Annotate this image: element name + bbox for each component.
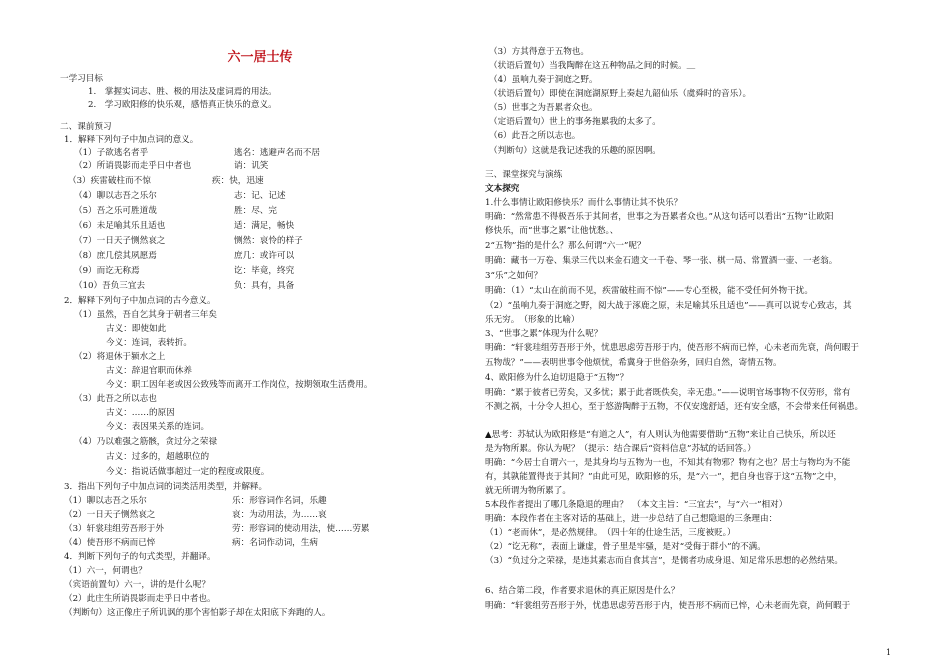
left-answer-text: 胜：尽、完 xyxy=(234,206,277,216)
left-answer-text: 病：名词作动词，生病 xyxy=(232,538,318,548)
left-answer-text: 恻然：哀怜的样子 xyxy=(234,236,303,246)
left-text-line: 1．解释下列句子中加点词的意义。 xyxy=(64,135,199,145)
left-text-line: （4）乃以难强之筋骸，贪过分之荣禄 xyxy=(74,437,217,447)
left-answer-text: 逃名：逃避声名而不居 xyxy=(234,148,320,158)
left-text-line: （2）所诮畏影而走乎日中者也 xyxy=(74,161,192,171)
left-text-line: （1）六一，何谓也？ xyxy=(64,566,147,576)
left-text-line: 2. 学习欧阳修的快乐观，感悟真正快乐的意义。 xyxy=(88,100,277,110)
left-text-line: 二、课前预习 xyxy=(60,122,112,132)
left-text-line: （10）吾负三宜去 xyxy=(74,281,146,291)
left-text-line: （判断句）这正像庄子所讥讽的那个害怕影子却在太阳底下奔跑的人。 xyxy=(64,608,331,618)
left-answer-text: 适：满足，畅快 xyxy=(234,221,295,231)
right-text-line: 明确：藏书一万卷、集录三代以来金石遗文一千卷、琴一张、棋一局、常置酒一壶、一老翁。 xyxy=(485,256,838,266)
left-text-line: （宾语前置句）六一，讲的是什么呢？ xyxy=(64,580,211,590)
left-text-line: （3）轩裳珪组劳吾形于外 xyxy=(64,524,164,534)
left-answer-text: 负：具有，具备 xyxy=(234,281,295,291)
left-text-line: （2）将退休于颍水之上 xyxy=(74,352,166,362)
right-text-line: 文本探究 xyxy=(485,184,520,194)
right-text-line: 明确：（1）“太山在前而不见，疾雷破柱而不惊”——专心至极，能不受任何外物干扰。 xyxy=(485,286,813,296)
right-text-line: （状语后置句）即使在洞庭湖原野上奏起九韶仙乐（虞舜时的音乐）。 xyxy=(489,89,752,99)
left-answer-text: 庶几：或许可以 xyxy=(234,251,295,261)
right-text-line: （状语后置句）当我陶醉在这五种物品之间的时候。＿ xyxy=(489,61,696,71)
right-text-line: （1）“老而休”，是必然规律。 （四十年的仕途生活，三度被贬。） xyxy=(485,528,736,538)
left-text-line: 今义：表因果关系的连词。 xyxy=(106,422,210,432)
right-text-line: 6、结合第二段，作者要求退休的真正原因是什么？ xyxy=(485,586,680,596)
left-answer-text: 讫：毕竟，终究 xyxy=(234,266,295,276)
left-text-line: 4．判断下列句子的句式类型，并翻译。 xyxy=(64,552,216,562)
left-text-line: 2．解释下列句子中加点词的古今意义。 xyxy=(64,296,216,306)
left-text-line: （1）聊以志吾之乐尔 xyxy=(64,496,147,506)
left-text-line: 今义：指说话做事超过一定的程度或限度。 xyxy=(106,467,270,477)
right-text-line: 明确：“然常患不得极吾乐于其间者，世事之为吾累者众也。”从这句话可以看出“五物”让欧阳 xyxy=(485,212,834,222)
left-answer-text: 哀：为动用法，为……哀 xyxy=(232,510,327,520)
left-answer-text: 志：记、记述 xyxy=(234,191,286,201)
right-text-line: （判断句）这就是我记述我的乐趣的原因啊。 xyxy=(489,146,661,156)
left-text-line: 今义：连词，表转折。 xyxy=(106,338,192,348)
right-text-line: 不测之祸，十分令人担心，至于悠游陶醉于五物，不仅安逸舒适，还有安全感，不会带来任何祸患。 xyxy=(485,402,864,412)
left-text-line: （6）未足喻其乐且适也 xyxy=(74,221,166,231)
left-text-line: （9）而讫无称焉 xyxy=(74,266,140,276)
left-text-line: （1）子欲逃名者乎 xyxy=(74,148,149,158)
left-text-line: （3）此吾之所以志也 xyxy=(74,394,157,404)
left-text-line: 古义：……的原因 xyxy=(106,408,175,418)
left-text-line: 古义：过多的，超越职位的 xyxy=(106,452,210,462)
right-text-line: 就无所谓为物所累了。 xyxy=(485,486,571,496)
right-text-line: 是为物所累。你认为呢？（提示：结合课后“资料信息”苏轼的话回答。） xyxy=(485,444,756,454)
left-text-line: （5）吾之乐可胜道哉 xyxy=(74,206,157,216)
right-text-line: （3）“负过分之荣禄，是违其素志而自食其言”，是儒者功成身退、知足常乐思想的必然结果。 xyxy=(485,556,844,566)
right-text-line: 4、欧阳修为什么迫切退隐于“五物”？ xyxy=(485,373,629,383)
right-text-line: 明确：“累于彼者已劳矣，又多忧；累于此者既佚矣，幸无患。”——说明官场事物不仅劳形，常有 xyxy=(485,388,851,398)
left-text-line: （4）使吾形不病而已悴 xyxy=(64,538,156,548)
right-text-line: （2）“虽响九奏于洞庭之野，阅大战于涿鹿之原，未足喻其乐且适也”——真可以说专心致志，其 xyxy=(485,301,852,311)
right-text-line: 乐无穷。 （形象的比喻） xyxy=(485,315,580,325)
right-text-line: 3“乐”之如何？ xyxy=(485,271,543,281)
right-text-line: 三、课堂探究与演练 xyxy=(485,170,563,180)
left-answer-text: 乐：形容词作名词，乐趣 xyxy=(232,496,327,506)
right-text-line: （5）世事之为吾累者众也。 xyxy=(489,103,598,113)
left-text-line: （7）一日天子恻然哀之 xyxy=(74,236,166,246)
right-text-line: 明确：“今居士自谓六一，是其身均与五物为一也，不知其有物邪？物有之也？居士与物均为不能 xyxy=(485,458,851,468)
left-answer-text: 诮：讥笑 xyxy=(234,161,269,171)
right-text-line: （3）方其得意于五物也。 xyxy=(489,47,589,57)
left-answer-text: 疾：快，迅速 xyxy=(212,176,264,186)
right-text-line: 2“五物”指的是什么？那么何谓“六一”呢？ xyxy=(485,241,646,251)
left-answer-text: 劳：形容词的使动用法，使……劳累 xyxy=(232,524,370,534)
right-text-line: 3、“世事之累”体现为什么呢？ xyxy=(485,329,603,339)
right-text-line: 明确：“轩裳组劳吾形于外，忧患思虑劳吾形于内，使吾形不病而已悴，心未老而先衰，尚何暇于 xyxy=(485,601,851,611)
right-text-line: （6）此吾之所以志也。 xyxy=(489,131,581,141)
right-text-line: （2）“讫无称”，表面上谦虚，骨子里是牢骚，是对“受侮于群小”的不满。 xyxy=(485,542,766,552)
left-text-line: （8）庶几偿其夙愿焉 xyxy=(74,251,157,261)
left-text-line: （2）此庄生所诮畏影而走乎日中者也。 xyxy=(64,594,216,604)
right-text-line: 修快乐，而“世事之累”让他忧愁。、 xyxy=(485,226,619,236)
left-text-line: （3）疾雷破柱而不惊 xyxy=(68,176,151,186)
right-text-line: （定语后置句）世上的事务拖累我的太多了。 xyxy=(489,117,661,127)
left-text-line: 古义：即使如此 xyxy=(106,324,167,334)
right-text-line: 明确：“轩裳珪组劳吾形于外，忧患思虑劳吾形于内，使吾形不病而已悴，心未老而先衰，尚何暇于 xyxy=(485,343,859,353)
left-text-line: （4）聊以志吾之乐尔 xyxy=(74,191,157,201)
left-text-line: 1. 掌握实词志、胜、极的用法及虚词焉的用法。 xyxy=(88,87,277,97)
left-text-line: 3．指出下列句子中加点词的词类活用类型，并解释。 xyxy=(64,482,268,492)
right-text-line: 1.什么事情让欧阳修快乐？而什么事情让其不快乐？ xyxy=(485,198,683,208)
right-text-line: 有，其孰能置得丧于其间？”由此可见，欧阳修的乐，是“六一”，把自身也容于这“五物”之中， xyxy=(485,472,843,482)
right-text-line: 5本段作者提出了哪几条隐退的理由？ （本文主旨：“三宜去”，与“六一”相对） xyxy=(485,500,788,510)
left-text-line: 古义：辞退官职而休养 xyxy=(106,366,192,376)
left-text-line: （2）一日天子恻然哀之 xyxy=(64,510,156,520)
right-text-line: 五物哉？”——表明世事令他烦忧，希冀身于世俗杂务，回归自然，寄情五物。 xyxy=(485,358,782,368)
right-text-line: 明确：本段作者在主客对话的基础上，进一步总结了自己想隐退的三条理由： xyxy=(485,514,778,524)
left-text-line: （1）虽然，吾自乞其身于朝者三年矣 xyxy=(74,310,217,320)
right-text-line: ▲思考：苏轼认为欧阳修是“有道之人”，有人则认为他需要借助“五物”来让自己快乐，所以还 xyxy=(485,430,836,440)
left-text-line: 一学习目标 xyxy=(60,74,103,84)
page-number: 1 xyxy=(886,648,892,657)
document-title: 六一居士传 xyxy=(227,50,293,65)
right-text-line: （4）虽响九奏于洞庭之野。 xyxy=(489,75,598,85)
left-text-line: 今义：职工因年老或因公致残等而离开工作岗位，按期领取生活费用。 xyxy=(106,380,373,390)
